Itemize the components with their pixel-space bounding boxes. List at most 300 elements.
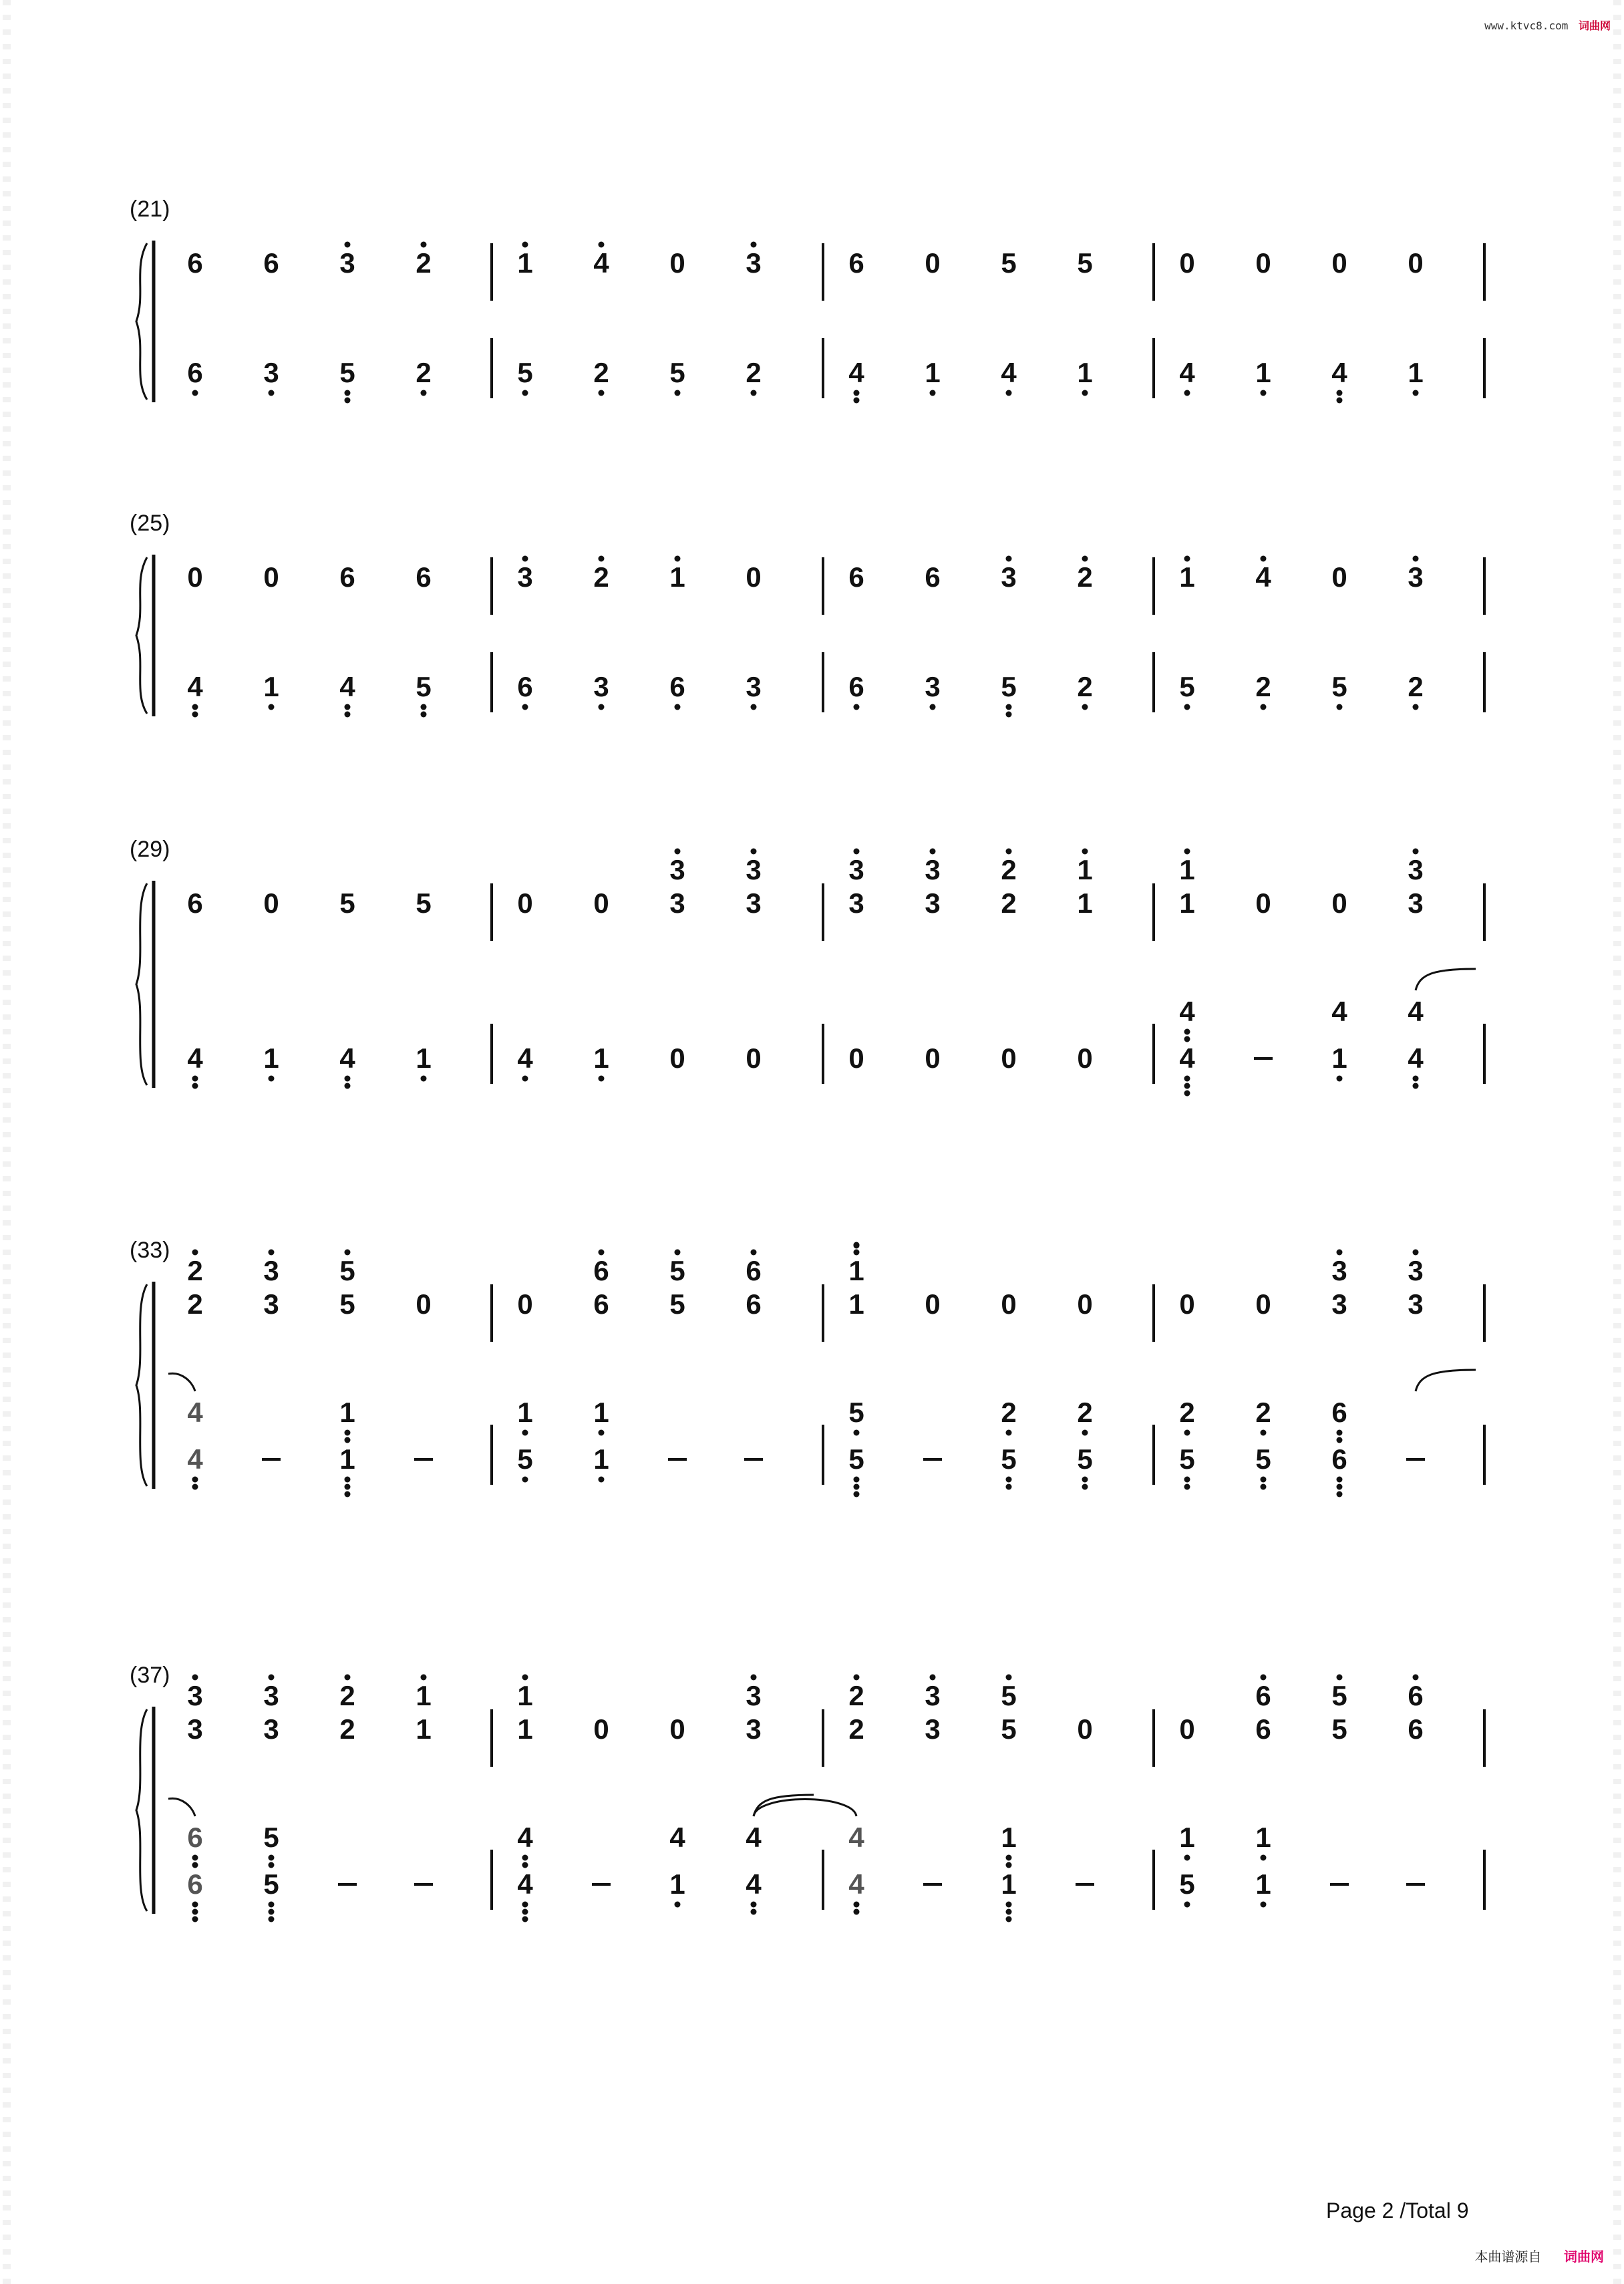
note-upper: 3: [746, 1713, 762, 1745]
octave-dot: [1184, 390, 1190, 396]
note-lower: 5: [669, 357, 685, 388]
octave-dot: [1337, 1477, 1343, 1483]
note-lower: 5: [517, 357, 533, 388]
note-upper: 0: [1331, 887, 1347, 919]
octave-dot: [1337, 1076, 1343, 1082]
chord-note-upper: 3: [669, 854, 685, 885]
chord-note-lower: 1: [517, 1397, 533, 1428]
note-upper: 5: [416, 887, 432, 919]
octave-dot: [345, 1437, 351, 1443]
source-logo: 词曲网: [1564, 2250, 1604, 2265]
chord-note-lower: 2: [1255, 1397, 1271, 1428]
chord-note-lower: 1: [1179, 1822, 1195, 1853]
chord-note-lower: 1: [1255, 1822, 1271, 1853]
octave-dot: [345, 1477, 351, 1483]
note-upper: 3: [263, 1713, 279, 1745]
note-lower: 4: [1179, 357, 1195, 388]
note-upper: 6: [263, 247, 279, 279]
note-lower: 4: [187, 671, 203, 702]
octave-dot: [930, 390, 936, 396]
octave-dot: [1261, 556, 1267, 562]
octave-dot: [599, 1076, 605, 1082]
octave-dot: [522, 1909, 528, 1915]
octave-dot: [1413, 1675, 1419, 1681]
note-upper: 5: [1331, 1713, 1347, 1745]
octave-dot: [1184, 1430, 1190, 1436]
note-upper: 0: [925, 1288, 941, 1320]
chord-note-upper: 3: [746, 854, 762, 885]
octave-dot: [854, 1250, 860, 1256]
octave-dot: [1006, 712, 1012, 718]
note-upper: 3: [746, 887, 762, 919]
octave-dot: [1184, 1036, 1190, 1042]
chord-note-upper: 6: [1255, 1680, 1271, 1711]
note-upper: 0: [1179, 1288, 1195, 1320]
octave-dot: [1006, 1909, 1012, 1915]
note-upper: 0: [263, 887, 279, 919]
note-upper: 2: [1077, 561, 1093, 593]
octave-dot: [192, 1484, 198, 1490]
note-upper: 0: [1408, 247, 1424, 279]
octave-dot: [1184, 1029, 1190, 1035]
note-upper: 5: [1001, 247, 1017, 279]
note-lower: 4: [187, 1443, 203, 1475]
octave-dot: [522, 242, 528, 248]
octave-dot: [751, 1902, 757, 1908]
note-upper: 6: [593, 1288, 609, 1320]
octave-dot: [1261, 1430, 1267, 1436]
note-lower: 2: [1408, 671, 1424, 702]
note-upper: 2: [848, 1713, 864, 1745]
note-upper: 0: [1179, 247, 1195, 279]
octave-dot: [675, 704, 681, 710]
tie-arc: [754, 1800, 856, 1817]
note-lower: 6: [669, 671, 685, 702]
note-upper: 6: [1255, 1713, 1271, 1745]
note-lower: 0: [848, 1042, 864, 1074]
chord-note-upper: 3: [848, 854, 864, 885]
octave-dot: [599, 390, 605, 396]
site-logo: 词曲网: [1578, 19, 1611, 32]
note-upper: 3: [925, 887, 941, 919]
octave-dot: [599, 556, 605, 562]
octave-dot: [1413, 849, 1419, 855]
note-upper: 6: [1408, 1713, 1424, 1745]
note-upper: 3: [1408, 887, 1424, 919]
note-lower: 4: [187, 1042, 203, 1074]
chord-note-upper: 2: [339, 1680, 355, 1711]
octave-dot: [1184, 1076, 1190, 1082]
octave-dot: [522, 1855, 528, 1861]
octave-dot: [192, 704, 198, 710]
octave-dot: [192, 1477, 198, 1483]
octave-dot: [1261, 1484, 1267, 1490]
note-lower: 1: [1331, 1042, 1347, 1074]
octave-dot: [854, 1675, 860, 1681]
chord-note-upper: 2: [1001, 854, 1017, 885]
note-upper: 3: [848, 887, 864, 919]
chord-note-upper: 3: [263, 1255, 279, 1286]
note-upper: 3: [339, 247, 355, 279]
octave-dot: [192, 1675, 198, 1681]
chord-note-upper: 3: [263, 1680, 279, 1711]
note-upper: 0: [517, 1288, 533, 1320]
note-lower: 5: [848, 1443, 864, 1475]
octave-dot: [599, 242, 605, 248]
note-lower: 5: [416, 671, 432, 702]
chord-note-lower: 2: [1077, 1397, 1093, 1428]
note-upper: 1: [416, 1713, 432, 1745]
chord-note-upper: 1: [1179, 854, 1195, 885]
brace: [136, 883, 147, 1085]
octave-dot: [854, 1491, 860, 1497]
chord-note-upper: 3: [746, 1680, 762, 1711]
note-lower: 5: [1179, 671, 1195, 702]
chord-note-upper: 6: [746, 1255, 762, 1286]
note-lower: 1: [925, 357, 941, 388]
tie-arc: [168, 1798, 195, 1816]
note-lower: 1: [263, 1042, 279, 1074]
note-upper: 3: [669, 887, 685, 919]
chord-note-upper: 3: [925, 1680, 941, 1711]
octave-dot: [421, 1675, 427, 1681]
octave-dot: [1006, 1484, 1012, 1490]
octave-dot: [345, 1250, 351, 1256]
octave-dot: [269, 1862, 275, 1868]
chord-note-upper: 3: [1331, 1255, 1347, 1286]
chord-note-lower: 4: [746, 1822, 762, 1853]
chord-note-lower: 4: [517, 1822, 533, 1853]
note-lower: 6: [1331, 1443, 1347, 1475]
chord-note-lower: 6: [187, 1822, 203, 1853]
note-lower: 5: [1001, 671, 1017, 702]
note-lower: 6: [187, 357, 203, 388]
note-lower: 5: [1077, 1443, 1093, 1475]
note-upper: 6: [848, 561, 864, 593]
note-lower: 4: [339, 671, 355, 702]
note-lower: 4: [517, 1868, 533, 1900]
chord-note-upper: 5: [1001, 1680, 1017, 1711]
note-lower: 4: [1179, 1042, 1195, 1074]
octave-dot: [1082, 704, 1088, 710]
tie-arc: [1416, 969, 1476, 990]
octave-dot: [192, 1855, 198, 1861]
octave-dot: [345, 1083, 351, 1089]
octave-dot: [675, 390, 681, 396]
octave-dot: [1006, 390, 1012, 396]
chord-note-upper: 5: [1331, 1680, 1347, 1711]
note-lower: 2: [416, 357, 432, 388]
note-upper: 0: [1077, 1288, 1093, 1320]
note-upper: 1: [1179, 561, 1195, 593]
octave-dot: [1413, 704, 1419, 710]
octave-dot: [269, 1916, 275, 1922]
brace: [136, 557, 147, 714]
octave-dot: [345, 390, 351, 396]
note-lower: 1: [1255, 1868, 1271, 1900]
note-upper: 4: [1255, 561, 1271, 593]
octave-dot: [1337, 1491, 1343, 1497]
octave-dot: [1006, 1916, 1012, 1922]
chord-note-upper: 1: [1077, 854, 1093, 885]
octave-dot: [269, 1909, 275, 1915]
note-upper: 0: [1255, 887, 1271, 919]
note-lower: 3: [593, 671, 609, 702]
octave-dot: [751, 849, 757, 855]
tie-arc: [168, 1373, 195, 1391]
chord-note-lower: 4: [1408, 996, 1424, 1027]
note-lower: 6: [517, 671, 533, 702]
note-lower: 0: [669, 1042, 685, 1074]
octave-dot: [1184, 1091, 1190, 1097]
octave-dot: [675, 1902, 681, 1908]
chord-note-lower: 5: [848, 1397, 864, 1428]
octave-dot: [1413, 1083, 1419, 1089]
octave-dot: [854, 1477, 860, 1483]
note-lower: 2: [1255, 671, 1271, 702]
octave-dot: [930, 1675, 936, 1681]
note-lower: 1: [669, 1868, 685, 1900]
octave-dot: [599, 1430, 605, 1436]
octave-dot: [269, 1076, 275, 1082]
note-lower: 3: [925, 671, 941, 702]
note-upper: 2: [187, 1288, 203, 1320]
note-lower: 4: [339, 1042, 355, 1074]
octave-dot: [1082, 849, 1088, 855]
octave-dot: [854, 390, 860, 396]
octave-dot: [421, 1076, 427, 1082]
octave-dot: [854, 1430, 860, 1436]
brace: [136, 1284, 147, 1486]
chord-note-upper: 6: [593, 1255, 609, 1286]
note-upper: 5: [669, 1288, 685, 1320]
octave-dot: [1006, 1855, 1012, 1861]
octave-dot: [1082, 390, 1088, 396]
measure-number: (21): [130, 196, 170, 222]
brace: [136, 1709, 147, 1911]
note-upper: 0: [1077, 1713, 1093, 1745]
note-lower: 6: [848, 671, 864, 702]
note-upper: 3: [925, 1713, 941, 1745]
octave-dot: [192, 1250, 198, 1256]
octave-dot: [1261, 1477, 1267, 1483]
note-lower: 4: [517, 1042, 533, 1074]
octave-dot: [192, 1862, 198, 1868]
note-lower: 0: [925, 1042, 941, 1074]
octave-dot: [269, 704, 275, 710]
note-lower: 4: [848, 1868, 864, 1900]
octave-dot: [751, 1250, 757, 1256]
octave-dot: [751, 1909, 757, 1915]
octave-dot: [1184, 1477, 1190, 1483]
note-upper: 0: [1255, 1288, 1271, 1320]
note-lower: 3: [263, 357, 279, 388]
chord-note-upper: 3: [1408, 1255, 1424, 1286]
chord-note-upper: 5: [669, 1255, 685, 1286]
site-url: www.ktvc8.com: [1484, 19, 1569, 32]
octave-dot: [1413, 1076, 1419, 1082]
octave-dot: [1337, 1430, 1343, 1436]
octave-dot: [1184, 1855, 1190, 1861]
octave-dot: [854, 1902, 860, 1908]
chord-note-lower: 4: [669, 1822, 685, 1853]
octave-dot: [522, 556, 528, 562]
octave-dot: [751, 242, 757, 248]
source-credit: [1474, 2246, 1604, 2265]
note-lower: 0: [1077, 1042, 1093, 1074]
octave-dot: [751, 704, 757, 710]
note-upper: 6: [848, 247, 864, 279]
note-upper: 0: [1001, 1288, 1017, 1320]
note-lower: 1: [1408, 357, 1424, 388]
chord-note-lower: 2: [1001, 1397, 1017, 1428]
octave-dot: [269, 390, 275, 396]
octave-dot: [192, 1076, 198, 1082]
octave-dot: [1006, 556, 1012, 562]
note-upper: 1: [517, 1713, 533, 1745]
chord-note-lower: 5: [263, 1822, 279, 1853]
octave-dot: [345, 1484, 351, 1490]
octave-dot: [1006, 849, 1012, 855]
note-lower: 5: [339, 357, 355, 388]
chord-note-upper: 1: [517, 1680, 533, 1711]
note-upper: 4: [593, 247, 609, 279]
octave-dot: [1006, 1477, 1012, 1483]
chord-note-lower: 1: [339, 1397, 355, 1428]
note-lower: 5: [1179, 1868, 1195, 1900]
note-lower: 5: [1255, 1443, 1271, 1475]
chord-note-lower: 1: [1001, 1822, 1017, 1853]
octave-dot: [1413, 1250, 1419, 1256]
note-upper: 0: [669, 1713, 685, 1745]
note-lower: 0: [746, 1042, 762, 1074]
note-upper: 1: [669, 561, 685, 593]
octave-dot: [1082, 1484, 1088, 1490]
note-upper: 0: [593, 887, 609, 919]
source-text: 本曲谱源自: [1474, 2250, 1542, 2265]
octave-dot: [345, 398, 351, 404]
brace: [136, 243, 147, 400]
note-upper: 3: [187, 1713, 203, 1745]
measure-number: (25): [130, 511, 170, 536]
note-upper: 0: [925, 247, 941, 279]
note-upper: 3: [1408, 1288, 1424, 1320]
note-upper: 6: [746, 1288, 762, 1320]
chord-note-lower: 4: [848, 1822, 864, 1853]
octave-dot: [1184, 1484, 1190, 1490]
note-upper: 3: [1408, 561, 1424, 593]
octave-dot: [854, 1243, 860, 1249]
octave-dot: [192, 712, 198, 718]
measure-number: (29): [130, 837, 170, 862]
note-upper: 0: [517, 887, 533, 919]
note-lower: 1: [263, 671, 279, 702]
measure-number: (37): [130, 1663, 170, 1688]
octave-dot: [269, 1675, 275, 1681]
note-upper: 0: [1255, 247, 1271, 279]
octave-dot: [345, 1675, 351, 1681]
octave-dot: [1261, 704, 1267, 710]
octave-dot: [269, 1250, 275, 1256]
chord-note-upper: 6: [1408, 1680, 1424, 1711]
chord-note-lower: 6: [1331, 1397, 1347, 1428]
octave-dot: [1006, 1862, 1012, 1868]
note-upper: 6: [925, 561, 941, 593]
octave-dot: [192, 1916, 198, 1922]
note-upper: 2: [1001, 887, 1017, 919]
octave-dot: [1184, 704, 1190, 710]
octave-dot: [1413, 390, 1419, 396]
note-upper: 6: [187, 247, 203, 279]
octave-dot: [269, 1855, 275, 1861]
note-lower: 1: [416, 1042, 432, 1074]
octave-dot: [854, 704, 860, 710]
octave-dot: [1184, 556, 1190, 562]
octave-dot: [522, 1675, 528, 1681]
note-upper: 5: [339, 1288, 355, 1320]
octave-dot: [269, 1902, 275, 1908]
note-upper: 6: [416, 561, 432, 593]
chord-note-upper: 1: [848, 1255, 864, 1286]
octave-dot: [345, 712, 351, 718]
octave-dot: [1337, 1484, 1343, 1490]
note-upper: 0: [187, 561, 203, 593]
octave-dot: [1337, 704, 1343, 710]
note-upper: 0: [1331, 247, 1347, 279]
note-lower: 5: [1001, 1443, 1017, 1475]
octave-dot: [192, 390, 198, 396]
note-lower: 4: [848, 357, 864, 388]
octave-dot: [854, 1909, 860, 1915]
octave-dot: [1413, 556, 1419, 562]
octave-dot: [1082, 1477, 1088, 1483]
note-lower: 6: [187, 1868, 203, 1900]
octave-dot: [522, 1862, 528, 1868]
page-number: Page 2 /Total 9: [1326, 2198, 1469, 2223]
octave-dot: [1261, 1902, 1267, 1908]
octave-dot: [1261, 1675, 1267, 1681]
octave-dot: [1184, 849, 1190, 855]
note-lower: 4: [1331, 357, 1347, 388]
octave-dot: [421, 704, 427, 710]
octave-dot: [1184, 1083, 1190, 1089]
octave-dot: [522, 1916, 528, 1922]
note-upper: 0: [669, 247, 685, 279]
octave-dot: [522, 1477, 528, 1483]
note-lower: 5: [1179, 1443, 1195, 1475]
octave-dot: [522, 1430, 528, 1436]
note-upper: 6: [339, 561, 355, 593]
note-upper: 1: [517, 247, 533, 279]
octave-dot: [421, 390, 427, 396]
octave-dot: [1082, 1430, 1088, 1436]
octave-dot: [522, 704, 528, 710]
note-lower: 4: [1001, 357, 1017, 388]
chord-note-upper: 1: [416, 1680, 432, 1711]
note-lower: 1: [1077, 357, 1093, 388]
note-upper: 3: [1001, 561, 1017, 593]
note-lower: 0: [1001, 1042, 1017, 1074]
octave-dot: [421, 712, 427, 718]
octave-dot: [1337, 1675, 1343, 1681]
note-upper: 3: [263, 1288, 279, 1320]
note-lower: 2: [1077, 671, 1093, 702]
octave-dot: [751, 390, 757, 396]
note-upper: 0: [746, 561, 762, 593]
note-upper: 0: [416, 1288, 432, 1320]
note-upper: 0: [1179, 1713, 1195, 1745]
note-upper: 2: [416, 247, 432, 279]
